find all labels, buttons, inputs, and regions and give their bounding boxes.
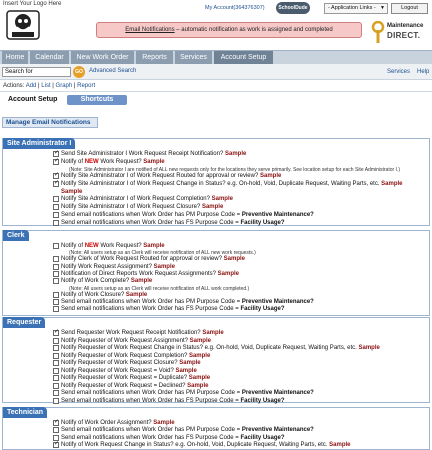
- notification-checkbox[interactable]: [53, 264, 59, 270]
- section-clerk: [2, 230, 430, 316]
- tab-account-setup[interactable]: Account Setup: [214, 51, 274, 65]
- notification-row: [61, 360, 201, 367]
- sample-link[interactable]: Sample: [125, 291, 148, 298]
- notification-checkbox[interactable]: [53, 306, 59, 312]
- notification-checkbox[interactable]: [53, 383, 59, 389]
- page-title: Account Setup: [8, 96, 58, 103]
- section-title: Clerk: [3, 230, 29, 241]
- notification-checkbox[interactable]: [53, 173, 59, 179]
- notification-row: [61, 159, 165, 166]
- notification-checkbox[interactable]: [53, 368, 59, 374]
- sample-link[interactable]: Sample: [217, 270, 239, 277]
- banner-text: – automatic notification as work is assigned and completed: [174, 27, 333, 33]
- sample-link[interactable]: Sample: [329, 441, 351, 448]
- brand-word-direct: DIRECT.: [387, 31, 421, 40]
- notification-row: [61, 173, 281, 180]
- notification-checkbox[interactable]: [53, 435, 59, 441]
- advanced-search-link[interactable]: Advanced Search: [89, 68, 137, 74]
- sample-link[interactable]: Sample: [224, 151, 247, 157]
- sample-link[interactable]: Sample: [211, 196, 233, 202]
- sample-link[interactable]: Sample: [61, 189, 83, 195]
- sample-link[interactable]: Sample: [201, 204, 224, 210]
- notification-row: [61, 212, 314, 219]
- notification-row: [61, 345, 380, 352]
- row-label: Notify Requester of Work Request = Duplicate?: [61, 375, 188, 381]
- sample-link[interactable]: Sample: [175, 367, 197, 374]
- notification-row: [61, 196, 233, 203]
- notification-checkbox[interactable]: [53, 212, 59, 218]
- notification-checkbox[interactable]: [53, 330, 59, 336]
- row-label: Notify Work Request Assignment?: [61, 263, 152, 270]
- services-link[interactable]: Services: [387, 69, 411, 75]
- row-label: Notify Site Administrator I of Work Request Completion?: [61, 196, 210, 202]
- notification-row: [61, 204, 223, 211]
- purpose-code-value: Preventive Maintenance?: [241, 212, 314, 218]
- notification-checkbox[interactable]: [53, 159, 59, 165]
- row-label: Notify Clerk of Work Request Routed for approval or review?: [61, 256, 222, 263]
- notification-checkbox[interactable]: [53, 181, 59, 187]
- go-button[interactable]: GO: [73, 66, 85, 78]
- row-label: Notify Site Administrator I of Work Request Change in Status? e.g. On-hold, Void, Duplicate Request, Waiting Parts, etc.: [61, 181, 380, 187]
- notification-checkbox[interactable]: [53, 398, 59, 404]
- sample-link[interactable]: Sample: [259, 173, 282, 179]
- sample-link[interactable]: Sample: [153, 420, 175, 426]
- tab-new-work-order[interactable]: New Work Order: [71, 51, 135, 65]
- notification-checkbox[interactable]: [53, 442, 59, 448]
- sample-link[interactable]: Sample: [179, 360, 201, 366]
- notification-row: [61, 256, 245, 263]
- logout-button[interactable]: Logout: [391, 3, 428, 14]
- notification-checkbox[interactable]: [53, 278, 59, 284]
- help-note: (Note: Site Administrator I are notified of ALL new requests only for the locations they serve primarily. See location setup for each Site Administrator I.): [69, 167, 400, 173]
- purpose-code-value: Facility Usage?: [240, 220, 285, 226]
- row-label: Notify of Work Request Change in Status? e.g. On-hold, Void, Duplicate Request, Waiting Parts, etc.: [61, 441, 328, 448]
- sample-link[interactable]: Sample: [223, 256, 245, 263]
- shortcuts-button[interactable]: Shortcuts: [67, 95, 127, 105]
- top-header: [0, 0, 432, 48]
- tab-calendar[interactable]: Calendar: [30, 51, 70, 65]
- tab-home[interactable]: Home: [2, 51, 29, 65]
- search-bar: [0, 64, 432, 80]
- notification-row: [61, 375, 210, 382]
- notification-row: [61, 306, 285, 313]
- row-label: Send Site Administrator I Work Request Receipt Notification?: [61, 151, 224, 157]
- wrench-icon: [370, 21, 386, 45]
- section-technician: [2, 407, 430, 450]
- schooldude-badge[interactable]: SchoolDude: [276, 2, 310, 14]
- notification-row: [61, 292, 147, 299]
- logo-placeholder-text: Insert Your Logo Here: [3, 1, 62, 7]
- help-link[interactable]: Help: [417, 69, 430, 75]
- notification-row: [61, 398, 285, 405]
- row-label: Notify Requester of Work Request Assignment?: [61, 337, 188, 344]
- row-label: Notify Requester of Work Request Completion?: [61, 352, 188, 359]
- purpose-code-value: Preventive Maintenance?: [241, 427, 314, 434]
- notification-row: [61, 299, 314, 306]
- notification-row: [61, 427, 314, 434]
- chevron-down-icon: ▼: [380, 5, 385, 11]
- notification-checkbox[interactable]: [53, 299, 59, 305]
- row-label: Notify Requester of Work Request Closure?: [61, 360, 178, 366]
- sample-link[interactable]: Sample: [188, 375, 211, 381]
- my-account-link[interactable]: My Account(364376307): [205, 5, 265, 11]
- row-label: Notify of Work Closure?: [61, 291, 125, 298]
- notification-row: [61, 383, 208, 390]
- action-add-link[interactable]: Add: [25, 83, 37, 89]
- row-label: Work Request?: [98, 159, 142, 165]
- sample-link[interactable]: Sample: [189, 337, 211, 344]
- notification-row: [61, 442, 351, 449]
- brand-word-maintenance: Maintenance: [387, 23, 424, 29]
- row-label: Send email notifications when Work Order has PM Purpose Code =: [61, 212, 242, 218]
- new-emphasis: NEW: [84, 159, 99, 165]
- sample-link[interactable]: Sample: [143, 243, 165, 249]
- sample-link[interactable]: Sample: [130, 278, 153, 285]
- purpose-code-value: Facility Usage?: [240, 397, 285, 404]
- action-list-link[interactable]: List: [41, 83, 51, 89]
- section-site-administrator: [2, 138, 430, 226]
- notification-checkbox[interactable]: [53, 271, 59, 277]
- notification-checkbox[interactable]: [53, 292, 59, 298]
- sample-link[interactable]: Sample: [188, 352, 211, 359]
- actions-label: Actions:: [3, 83, 25, 89]
- application-links-select[interactable]: [324, 3, 388, 14]
- notification-row: [61, 189, 82, 196]
- section-title: Technician: [3, 407, 47, 418]
- notification-checkbox[interactable]: [53, 353, 59, 359]
- row-label: Send email notifications when Work Order has FS Purpose Code =: [61, 220, 241, 226]
- manage-email-notifications-header: Manage Email Notifications: [2, 117, 98, 128]
- notification-row: [61, 278, 152, 285]
- notification-checkbox[interactable]: [53, 390, 59, 396]
- row-label-prefix: Notify of: [61, 159, 85, 165]
- sample-link[interactable]: Sample: [187, 382, 209, 389]
- row-label: Notify Site Administrator I of Work Request Routed for approval or review?: [61, 173, 259, 179]
- purpose-code-value: Preventive Maintenance?: [241, 298, 314, 305]
- section-title: Requester: [3, 317, 45, 328]
- row-label: Notify of Work Order Assignment?: [61, 420, 152, 426]
- notification-row: [61, 338, 211, 345]
- purpose-code-value: Preventive Maintenance?: [241, 390, 314, 396]
- sample-link[interactable]: Sample: [202, 330, 224, 336]
- notification-row: [61, 220, 285, 227]
- row-label: Notify of Work Complete?: [61, 278, 130, 285]
- notification-checkbox[interactable]: [53, 243, 59, 249]
- row-label-prefix: Notify of: [61, 243, 85, 249]
- tab-reports[interactable]: Reports: [136, 51, 174, 65]
- notification-checkbox[interactable]: [53, 256, 59, 262]
- help-note: (Note: All users setup as an Clerk will receive notification of ALL work completed.): [69, 285, 250, 292]
- notification-row: [61, 390, 314, 397]
- row-label: Send email notifications when Work Order has PM Purpose Code =: [61, 390, 242, 396]
- search-input[interactable]: Search for: [2, 67, 71, 77]
- row-label: Send email notifications when Work Order has FS Purpose Code =: [61, 306, 241, 313]
- notification-row: [61, 435, 285, 442]
- main-tabs: [0, 50, 432, 64]
- row-label: Send email notifications when Work Order has PM Purpose Code =: [61, 427, 242, 434]
- actions-bar: Actions: Add | List | Graph | Report: [0, 81, 432, 92]
- notification-row: [61, 243, 165, 250]
- notification-checkbox[interactable]: [53, 427, 59, 433]
- section-requester: [2, 317, 430, 403]
- notification-checkbox[interactable]: [53, 220, 59, 226]
- help-note: (Note: All users setup as an Clerk will receive notification of ALL new work requests.): [69, 250, 256, 257]
- notification-checkbox[interactable]: [53, 338, 59, 344]
- notification-row: [61, 181, 403, 188]
- tab-services[interactable]: Services: [175, 51, 213, 65]
- sample-link[interactable]: Sample: [358, 345, 380, 351]
- email-notifications-link[interactable]: Email Notifications: [125, 27, 175, 33]
- section-title: Site Administrator I: [3, 138, 75, 149]
- notification-row: [61, 368, 197, 375]
- notification-checkbox[interactable]: [53, 420, 59, 426]
- sample-link[interactable]: Sample: [143, 159, 165, 165]
- notification-checkbox[interactable]: [53, 151, 59, 157]
- notification-checkbox[interactable]: [53, 196, 59, 202]
- notification-checkbox[interactable]: [53, 204, 59, 210]
- row-label: Work Request?: [98, 243, 142, 249]
- row-label: Notify Site Administrator I of Work Request Closure?: [61, 204, 201, 210]
- notification-checkbox[interactable]: [53, 345, 59, 351]
- application-links-value: - Application Links -: [328, 5, 376, 11]
- sample-link[interactable]: Sample: [381, 181, 403, 187]
- row-label: Send email notifications when Work Order has PM Purpose Code =: [61, 298, 242, 305]
- action-graph-link[interactable]: Graph: [55, 83, 73, 89]
- purpose-code-value: Facility Usage?: [240, 434, 285, 441]
- maintenance-direct-logo: [369, 20, 431, 46]
- new-emphasis: NEW: [84, 243, 99, 249]
- row-label: Notify Requester of Work Request = Void?: [61, 367, 174, 374]
- notification-row: [61, 151, 246, 158]
- notification-row: [61, 271, 239, 278]
- notification-checkbox[interactable]: [53, 375, 59, 381]
- row-label: Send email notifications when Work Order has FS Purpose Code =: [61, 397, 241, 404]
- notification-checkbox[interactable]: [53, 360, 59, 366]
- action-report-link[interactable]: Report: [77, 83, 96, 89]
- row-label: Notify Requester of Work Request = Declined?: [61, 382, 186, 389]
- notification-banner: [96, 22, 362, 38]
- sample-link[interactable]: Sample: [153, 263, 175, 270]
- row-label: Notify Requester of Work Request Change in Status? e.g. On-hold, Void, Duplicate Request, Waiting Parts, etc.: [61, 345, 357, 351]
- row-label: Notification of Direct Reports Work Request Assignments?: [61, 270, 216, 277]
- mascot-logo-icon: [6, 9, 40, 41]
- notification-row: [61, 420, 175, 427]
- row-label: Send Requester Work Request Receipt Notification?: [61, 330, 201, 336]
- notification-row: [61, 264, 175, 271]
- notification-row: [61, 353, 210, 360]
- notification-row: [61, 330, 224, 337]
- row-label: Send email notifications when Work Order has FS Purpose Code =: [61, 434, 241, 441]
- purpose-code-value: Facility Usage?: [240, 306, 285, 313]
